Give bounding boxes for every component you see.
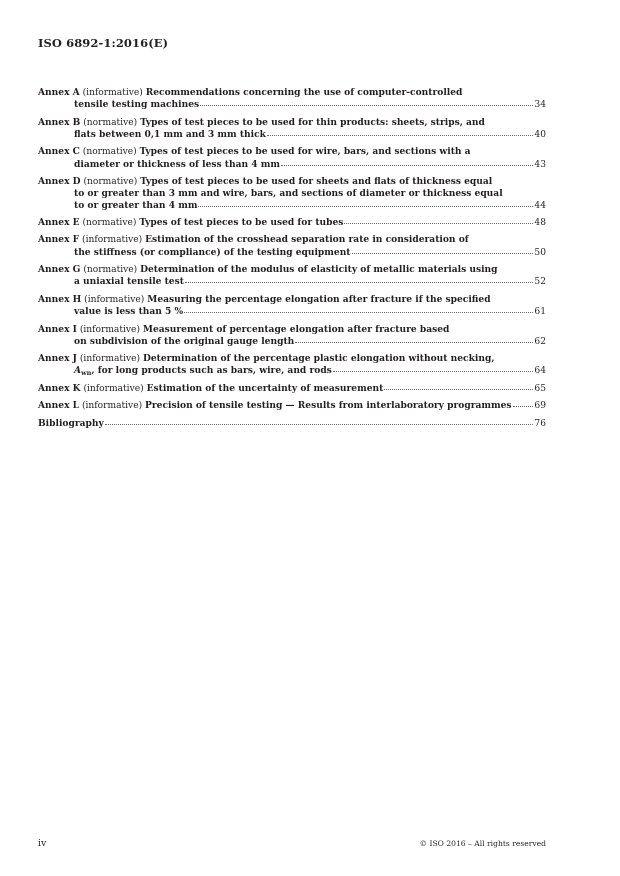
toc-entry-label: Annex K bbox=[38, 382, 81, 394]
toc-entry-title: Measuring the percentage elongation after fracture if the specified bbox=[147, 293, 491, 305]
dot-leader bbox=[105, 422, 534, 425]
toc-entry-page: 76 bbox=[534, 418, 546, 429]
toc-entry-page: 62 bbox=[534, 336, 546, 347]
dot-leader bbox=[344, 221, 533, 224]
toc-entry-title-cont: value is less than 5 % bbox=[74, 306, 184, 318]
toc-entry-title-cont: on subdivision of the original gauge length bbox=[74, 335, 295, 347]
toc-entry-label: Annex C bbox=[38, 146, 80, 158]
dot-leader bbox=[333, 369, 534, 372]
toc-entry-title-cont: to or greater than 3 mm and wire, bars, and sections of diameter or thickness equal bbox=[74, 188, 503, 200]
toc-entry-kind: (informative) bbox=[81, 401, 143, 412]
toc-entry-kind: (normative) bbox=[82, 218, 137, 229]
dot-leader bbox=[185, 280, 534, 283]
toc-entry-page: 48 bbox=[534, 218, 546, 229]
toc-entry-annex-j[interactable] bbox=[38, 353, 546, 378]
toc-entry-annex-i[interactable] bbox=[38, 324, 546, 349]
toc-entry-label: Bibliography bbox=[38, 417, 104, 429]
toc-entry-title-rest: , for long products such as bars, wire, and rods bbox=[91, 365, 332, 377]
dot-leader bbox=[200, 103, 533, 106]
toc-entry-kind: (normative) bbox=[83, 177, 138, 188]
toc-entry-page: 61 bbox=[534, 307, 546, 318]
page-number: iv bbox=[38, 838, 47, 849]
toc-entry-annex-f[interactable] bbox=[38, 234, 546, 259]
toc-entry-label: Annex A bbox=[38, 87, 80, 98]
toc-entry-annex-k[interactable] bbox=[38, 383, 546, 395]
toc-entry-title-cont: a uniaxial tensile test bbox=[74, 276, 184, 288]
toc-entry-title-cont: flats between 0,1 mm and 3 mm thick bbox=[74, 128, 266, 140]
toc-entry-kind: (informative) bbox=[83, 383, 144, 394]
dot-leader bbox=[184, 310, 533, 313]
toc-entry-title: Determination of the modulus of elasticity of metallic materials using bbox=[140, 264, 498, 276]
toc-entry-label: Annex B bbox=[38, 116, 81, 128]
toc-entry-label: Annex J bbox=[38, 353, 77, 365]
toc-entry-bibliography[interactable] bbox=[38, 418, 546, 430]
elongation-symbol-subscript: wn bbox=[81, 369, 92, 378]
toc-entry-label: Annex G bbox=[38, 264, 81, 276]
toc-entry-page: 65 bbox=[534, 383, 546, 394]
toc-entry-title: Measurement of percentage elongation after fracture based bbox=[142, 323, 450, 335]
toc-entry-label: Annex H bbox=[38, 293, 82, 305]
toc-entry-page: 69 bbox=[534, 401, 546, 412]
toc-entry-title-cont: the stiffness (or compliance) of the testing equipment bbox=[74, 246, 351, 258]
dot-leader bbox=[281, 163, 533, 166]
toc-entry-annex-h[interactable] bbox=[38, 294, 546, 319]
toc-entry-title: Determination of the percentage plastic elongation without necking, bbox=[142, 353, 495, 365]
toc-entry-page: 34 bbox=[534, 100, 546, 111]
toc-entry-label: Annex D bbox=[38, 176, 81, 188]
toc-entry-kind: (normative) bbox=[82, 147, 137, 158]
toc-entry-title: Estimation of the uncertainty of measurement bbox=[146, 382, 384, 394]
dot-leader bbox=[352, 251, 534, 254]
toc-entry-label: Annex E bbox=[38, 217, 80, 229]
toc-entry-kind: (normative) bbox=[83, 117, 138, 128]
toc-entry-kind: (normative) bbox=[83, 265, 138, 276]
table-of-contents bbox=[38, 87, 546, 435]
toc-entry-title: Types of test pieces to be used for sheets and flats of thickness equal bbox=[140, 176, 493, 188]
toc-entry-title-cont bbox=[74, 365, 332, 376]
dot-leader bbox=[267, 133, 533, 136]
toc-entry-title: Estimation of the crosshead separation rate in consideration of bbox=[145, 234, 469, 246]
toc-entry-title: Types of test pieces to be used for wire, bars, and sections with a bbox=[139, 146, 471, 158]
toc-entry-page: 52 bbox=[534, 277, 546, 288]
toc-entry-annex-a[interactable] bbox=[38, 87, 546, 112]
toc-entry-title: Types of test pieces to be used for tubes bbox=[139, 217, 344, 229]
dot-leader bbox=[384, 387, 533, 390]
toc-entry-kind: (informative) bbox=[82, 88, 143, 98]
toc-entry-annex-d[interactable] bbox=[38, 176, 546, 212]
toc-entry-title-cont: to or greater than 4 mm bbox=[74, 199, 198, 211]
toc-entry-title-cont: tensile testing machines bbox=[74, 99, 200, 111]
toc-entry-label: Annex L bbox=[38, 400, 80, 412]
toc-entry-title: Precision of tensile testing — Results from interlaboratory programmes bbox=[145, 400, 512, 412]
toc-entry-page: 40 bbox=[534, 129, 546, 140]
dot-leader bbox=[513, 404, 534, 407]
toc-entry-kind: (informative) bbox=[79, 354, 141, 365]
toc-entry-annex-e[interactable] bbox=[38, 217, 546, 229]
toc-entry-kind: (informative) bbox=[82, 235, 143, 246]
toc-entry-label: Annex I bbox=[38, 323, 77, 335]
toc-entry-page: 43 bbox=[534, 159, 546, 170]
toc-entry-label: Annex F bbox=[38, 234, 80, 246]
toc-entry-title: Recommendations concerning the use of computer-controlled bbox=[145, 87, 463, 98]
toc-entry-annex-g[interactable] bbox=[38, 264, 546, 289]
dot-leader bbox=[295, 340, 533, 343]
dot-leader bbox=[198, 204, 533, 207]
elongation-symbol: A bbox=[74, 365, 82, 377]
toc-entry-annex-c[interactable] bbox=[38, 146, 546, 171]
copyright-notice: © ISO 2016 – All rights reserved bbox=[419, 839, 546, 848]
toc-entry-kind: (informative) bbox=[84, 294, 145, 305]
toc-entry-annex-l[interactable] bbox=[38, 400, 546, 412]
document-id-header: ISO 6892-1:2016(E) bbox=[38, 36, 169, 50]
page-footer bbox=[38, 838, 546, 849]
toc-entry-page: 44 bbox=[534, 200, 546, 211]
toc-entry-title: Types of test pieces to be used for thin products: sheets, strips, and bbox=[140, 116, 485, 128]
toc-entry-annex-b[interactable] bbox=[38, 117, 546, 142]
toc-entry-page: 50 bbox=[534, 247, 546, 258]
toc-entry-kind: (informative) bbox=[79, 324, 140, 335]
toc-entry-title-cont: diameter or thickness of less than 4 mm bbox=[74, 158, 280, 170]
toc-entry-page: 64 bbox=[534, 366, 546, 377]
